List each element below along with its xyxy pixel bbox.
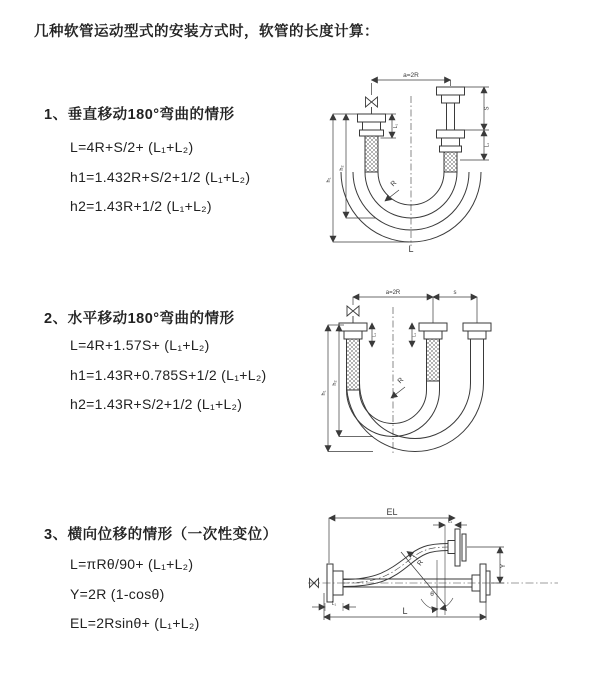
section-1-heading: 1、垂直移动180°弯曲的情形: [44, 107, 235, 123]
formula-line: EL=2Rsinθ+ (L₁+L₂): [70, 615, 200, 631]
braid-hatch: [427, 339, 440, 381]
dim-label-h2: h₂: [339, 165, 345, 171]
dim-label-y: Y: [500, 563, 507, 569]
formula-line: L=4R+S/2+ (L₁+L₂): [70, 139, 194, 155]
dimension-lines: [312, 518, 504, 620]
dim-label-l1: L₁: [393, 123, 399, 129]
middle-flange-fitting: [419, 323, 447, 390]
left-flange-fitting: [358, 114, 386, 172]
section-3-heading: 3、横向位移的情形（一次性变位）: [44, 527, 278, 543]
valve-icon: [366, 97, 378, 114]
hose-s-curve: [343, 544, 448, 587]
formula-line: h1=1.432R+S/2+1/2 (L₁+L₂): [70, 168, 251, 185]
radius-label: R: [396, 376, 406, 386]
dim-label-h1: h₁: [321, 390, 327, 396]
diagram-lateral-displacement: [300, 503, 600, 648]
section-1-formulas: [70, 133, 250, 222]
formula-line: Y=2R (1-cosθ): [70, 585, 165, 602]
dim-label-el: EL: [386, 507, 398, 517]
diagram-horizontal-180-bend: [308, 283, 528, 463]
dim-label-s: s: [453, 290, 457, 296]
dim-label-l1-left: L₁: [371, 332, 377, 338]
hose-arcs-shifted: [347, 339, 484, 451]
theta-label: θ: [430, 591, 434, 598]
dim-label-h1: h₁: [326, 177, 332, 183]
top-right-flange-fitting: [448, 529, 466, 566]
section-2-heading: 2、水平移动180°弯曲的情形: [44, 311, 235, 327]
left-flange-fitting: [339, 323, 367, 390]
section-3-formulas: [70, 550, 200, 639]
right-flange-fittings: [437, 87, 465, 172]
length-label: L: [408, 244, 414, 254]
right-flange-fitting: [463, 323, 491, 339]
section-2-formulas: [70, 331, 267, 420]
braid-hatch: [365, 136, 378, 172]
formula-line: L=πRθ/90+ (L₁+L₂): [70, 556, 194, 572]
braid-hatch: [444, 152, 457, 172]
formula-line: h2=1.43R+S/2+1/2 (L₁+L₂): [70, 396, 243, 412]
dim-label-a2r: a=2R: [385, 290, 401, 296]
radius-label: R: [416, 559, 426, 568]
dim-label-l1-top: L₁: [447, 518, 453, 525]
dim-label-s: S: [484, 106, 491, 111]
dim-label-l1-bottom: L₁: [331, 601, 337, 607]
dim-label-a2r: a=2R: [403, 72, 419, 79]
dim-label-l1-mid: L₁: [411, 332, 417, 338]
length-label: L: [402, 606, 408, 616]
dim-label-l1-right: L₁: [484, 142, 491, 148]
construction-lines: [401, 525, 453, 617]
radius-label: R: [389, 179, 399, 189]
diagram-vertical-180-bend: [308, 64, 598, 254]
formula-line: h1=1.43R+0.785S+1/2 (L₁+L₂): [70, 366, 267, 383]
formula-line: L=4R+1.57S+ (L₁+L₂): [70, 337, 210, 353]
braid-hatch: [347, 339, 360, 390]
formula-line: h2=1.43R+1/2 (L₁+L₂): [70, 198, 212, 214]
dim-label-h2: h₂: [332, 380, 338, 386]
page-title: 几种软管运动型式的安装方式时，软管的长度计算：: [34, 24, 379, 40]
valve-icon: [347, 306, 359, 323]
